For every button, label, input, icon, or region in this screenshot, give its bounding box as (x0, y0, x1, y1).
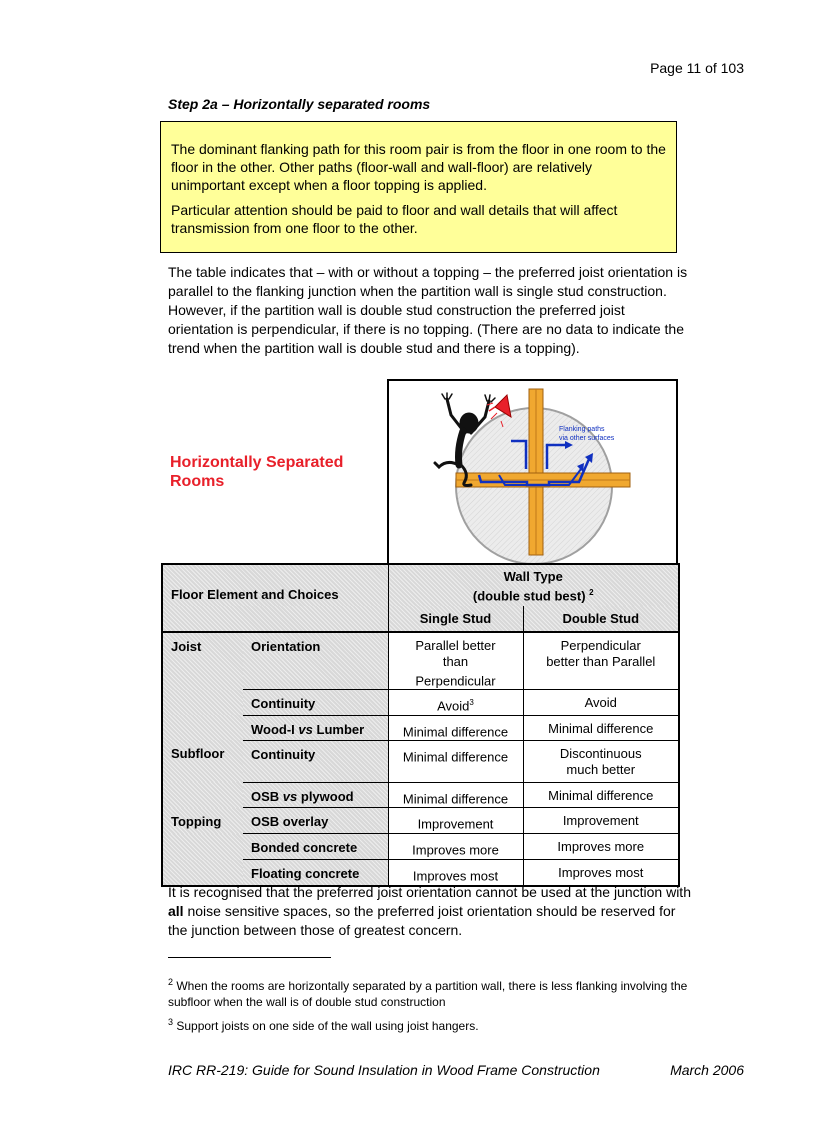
header-floor-element (162, 564, 388, 606)
table-body (162, 632, 679, 886)
comparison-table (161, 563, 680, 887)
double-stud-value: Improvement (523, 808, 679, 834)
choice-text-rest: plywood (297, 788, 354, 804)
paragraph-text: The table indicates that – with or without a topping – the preferred joist orientation is parallel to the flanking junction when the partition wall is single stud construction. However, if the partition wall is double stud construction the preferred joist orientation is perpendicular, if there is no topping. (There are no data to indicate the trend when the partition wall is double stud and there is a topping). (168, 264, 688, 356)
figure-title: Horizontally Separated Rooms (170, 454, 344, 490)
footnote-2: $^2$ When the rooms are horizontally separated by a partition wall, there is less flanking involving the subfloor when the wall is of double stud construction (168, 977, 688, 1009)
results-table (161, 563, 678, 884)
footer-date: March 2006 (670, 1062, 744, 1078)
row-group-label: Topping (162, 808, 243, 834)
footnote-ref-2: 2 (589, 588, 594, 598)
double-stud-value: Avoid (523, 690, 679, 715)
callout-paragraph-2: Particular attention should be paid to floor and wall details that will affect transmission from one floor to the other. (171, 202, 618, 236)
row-choice-label (243, 834, 388, 860)
header-single-stud: Single Stud (388, 606, 523, 632)
double-stud-value: Minimal difference (523, 715, 679, 740)
table-row (162, 715, 679, 740)
row-choice-label (243, 715, 388, 740)
body-paragraph-1 (168, 263, 693, 358)
row-choice-label (243, 740, 388, 782)
row-choice-label (243, 808, 388, 834)
single-stud-value (388, 808, 523, 834)
double-stud-value: Discontinuous much better (523, 740, 679, 782)
footer-document-title: IRC RR-219: Guide for Sound Insulation in Wood Frame Construction (168, 1062, 600, 1078)
footnote-3: $^3$ Support joists on one side of the wall using joist hangers. (168, 1017, 479, 1033)
double-stud-value: Perpendicular better than Parallel (523, 632, 679, 690)
table-row (162, 632, 679, 690)
choice-text-italic: vs (282, 788, 298, 804)
paragraph-text: It is recognised that the preferred joist orientation cannot be used at the junction with all noise sensitive spaces, so the preferred joist orientation should be reserved for the junction between those of greatest concern. (168, 884, 691, 938)
choice-text: Continuity (251, 696, 316, 712)
section-heading: Step 2a – Horizontally separated rooms (168, 96, 431, 112)
single-stud-value (388, 690, 523, 715)
choice-text: Floating concrete (251, 866, 360, 882)
single-stud-value (388, 860, 523, 886)
figure-frame (387, 379, 678, 563)
callout-paragraph-1: The dominant flanking path for this room pair is from the floor in one room to the floor in the other. Other paths (floor-wall and wall-floor) are relatively unimportant except when a floor topping is applied. (171, 141, 666, 193)
footnote-ref: 3 (469, 698, 474, 708)
body-paragraph-2 (168, 883, 693, 940)
row-group-label (162, 715, 243, 740)
header-spacer (162, 606, 388, 632)
single-stud-value (388, 782, 523, 807)
header-wall-type-line2: (double stud best) $^2$ (472, 588, 594, 604)
double-stud-value: Improves more (523, 834, 679, 860)
table-row (162, 834, 679, 860)
header-double-stud: Double Stud (523, 606, 679, 632)
page-number: Page 11 of 103 (650, 60, 744, 76)
table-row (162, 740, 679, 782)
header-wall-type (388, 564, 679, 606)
row-choice-label (243, 782, 388, 807)
row-group-label (162, 834, 243, 860)
single-stud-text: Improvement (417, 816, 494, 832)
single-stud-text: Minimal difference (402, 723, 509, 739)
single-stud-value (388, 632, 523, 690)
row-choice-label (243, 690, 388, 715)
choice-text: Continuity (251, 746, 316, 762)
table-row (162, 808, 679, 834)
table-row (162, 860, 679, 886)
choice-text-italic: vs (298, 721, 313, 737)
double-stud-value: Improves most (523, 860, 679, 886)
callout-box (160, 121, 677, 253)
choice-text: Wood-I (251, 721, 299, 737)
single-stud-text: Parallel better than Perpendicular (415, 638, 496, 689)
row-choice-label (243, 632, 388, 690)
row-group-label (162, 690, 243, 715)
double-stud-value: Minimal difference (523, 782, 679, 807)
choice-text: OSB (251, 788, 283, 804)
header-wall-type-line1: Wall Type (503, 569, 563, 585)
row-group-label (162, 860, 243, 886)
table-row (162, 782, 679, 807)
footnote-divider (168, 957, 331, 958)
single-stud-text: Avoid (437, 698, 470, 714)
single-stud-value (388, 715, 523, 740)
row-group-label: Joist (162, 632, 243, 690)
row-group-label (162, 782, 243, 807)
choice-text: Bonded concrete (251, 840, 358, 856)
row-group-label: Subfloor (162, 740, 243, 782)
single-stud-text: Improves most (412, 868, 499, 884)
row-choice-label (243, 860, 388, 886)
header-floor-element-text: Floor Element and Choices (171, 587, 339, 602)
single-stud-value (388, 740, 523, 782)
annotation-via-surfaces: via other surfaces (559, 435, 615, 442)
single-stud-text: Minimal difference (402, 749, 509, 765)
choice-text: OSB overlay (251, 814, 329, 830)
choice-text-rest: Lumber (312, 721, 365, 737)
choice-text: Orientation (251, 639, 321, 654)
single-stud-text: Minimal difference (402, 791, 509, 807)
single-stud-text: Improves more (412, 842, 499, 858)
single-stud-value (388, 834, 523, 860)
table-row (162, 690, 679, 715)
flanking-illustration (389, 381, 676, 563)
annotation-flanking-paths: Flanking paths (559, 426, 605, 433)
